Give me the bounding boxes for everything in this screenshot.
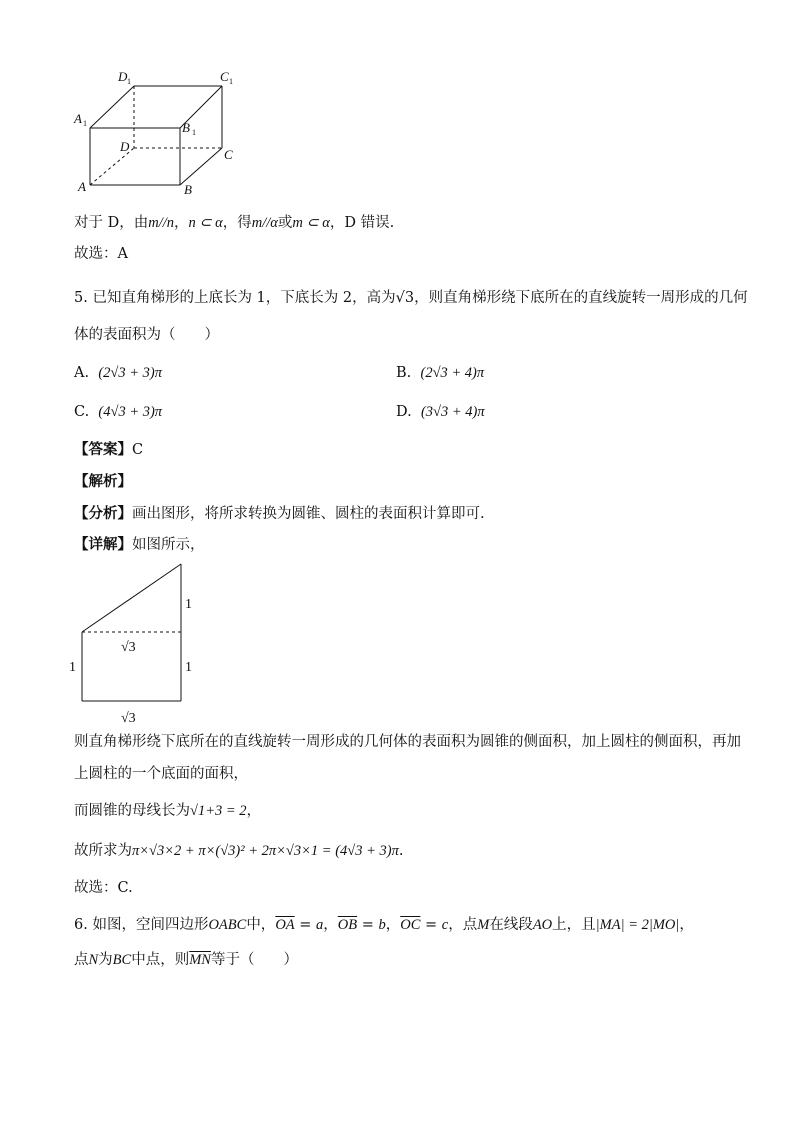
d-option-analysis: 对于 D，由m//n，n ⊂ α，得m//α或m ⊂ α，D 错误. — [74, 215, 395, 231]
q5-para1-line1: 则直角梯形绕下底所在的直线旋转一周形成的几何体的表面积为圆锥的侧面积，加上圆柱的侧面积，再加 — [74, 734, 741, 750]
q5-option-c[interactable]: C. (4√3 + 3)π — [74, 404, 163, 420]
svg-text:1: 1 — [192, 128, 196, 137]
vertex-label-d: D — [120, 139, 130, 154]
vertex-label-b: B — [184, 182, 192, 197]
svg-text:1: 1 — [127, 77, 131, 86]
q5-slant: 而圆锥的母线长为√1+3 = 2， — [74, 803, 262, 819]
svg-text:1: 1 — [83, 119, 87, 128]
q6-line1: 6. 如图，空间四边形OABC中，$\overline{OA} = a$，$\overline{OB} = b$，$\overline{OC} = c$，点M在线段AO上，且|MA| = 2|MO|， — [74, 917, 694, 933]
label-mid-dashed: √3 — [121, 640, 136, 655]
q5-stem-line1: 5. 已知直角梯形的上底长为 1，下底长为 2，高为√3，则直角梯形绕下底所在的直线旋转一周形成的几何 — [74, 290, 748, 306]
q5-choice: 故选：C. — [74, 880, 133, 896]
q5-analysis: 【分析】画出图形，将所求转换为圆锥、圆柱的表面积计算即可. — [74, 505, 485, 522]
q5-option-b[interactable]: B. (2√3 + 4)π — [396, 365, 485, 381]
vertex-label-b1: B — [182, 120, 190, 135]
q5-option-a[interactable]: A. (2√3 + 3)π — [74, 365, 162, 381]
trapezoid-figure — [64, 558, 204, 728]
q5-result: 故所求为π×√3×2 + π×(√3)² + 2π×√3×1 = (4√3 + 3)π. — [74, 843, 404, 859]
label-right-top: 1 — [185, 597, 192, 612]
label-left: 1 — [69, 660, 76, 675]
q5-detail: 【详解】如图所示， — [74, 536, 205, 553]
q4-choice: 故选：A — [74, 246, 128, 262]
label-right-bottom: 1 — [185, 660, 192, 675]
vertex-label-d1: D — [118, 69, 128, 84]
q5-explain-tag: 【解析】 — [74, 473, 132, 490]
q5-stem-line2: 体的表面积为（ ） — [74, 327, 219, 343]
vertex-label-c1: C — [220, 69, 229, 84]
label-bottom: √3 — [121, 711, 136, 726]
cube-figure — [72, 68, 242, 198]
q6-line2: 点N为BC中点，则$\overline{MN}$等于（ ） — [74, 952, 298, 968]
vertex-label-c: C — [224, 147, 233, 162]
vertex-label-a1: A — [74, 111, 82, 126]
svg-text:1: 1 — [229, 77, 233, 86]
q5-option-d[interactable]: D. (3√3 + 4)π — [396, 404, 485, 420]
vertex-label-a: A — [78, 179, 86, 194]
q5-answer: 【答案】C — [74, 441, 144, 458]
q5-para1-line2: 上圆柱的一个底面的面积， — [74, 766, 248, 782]
